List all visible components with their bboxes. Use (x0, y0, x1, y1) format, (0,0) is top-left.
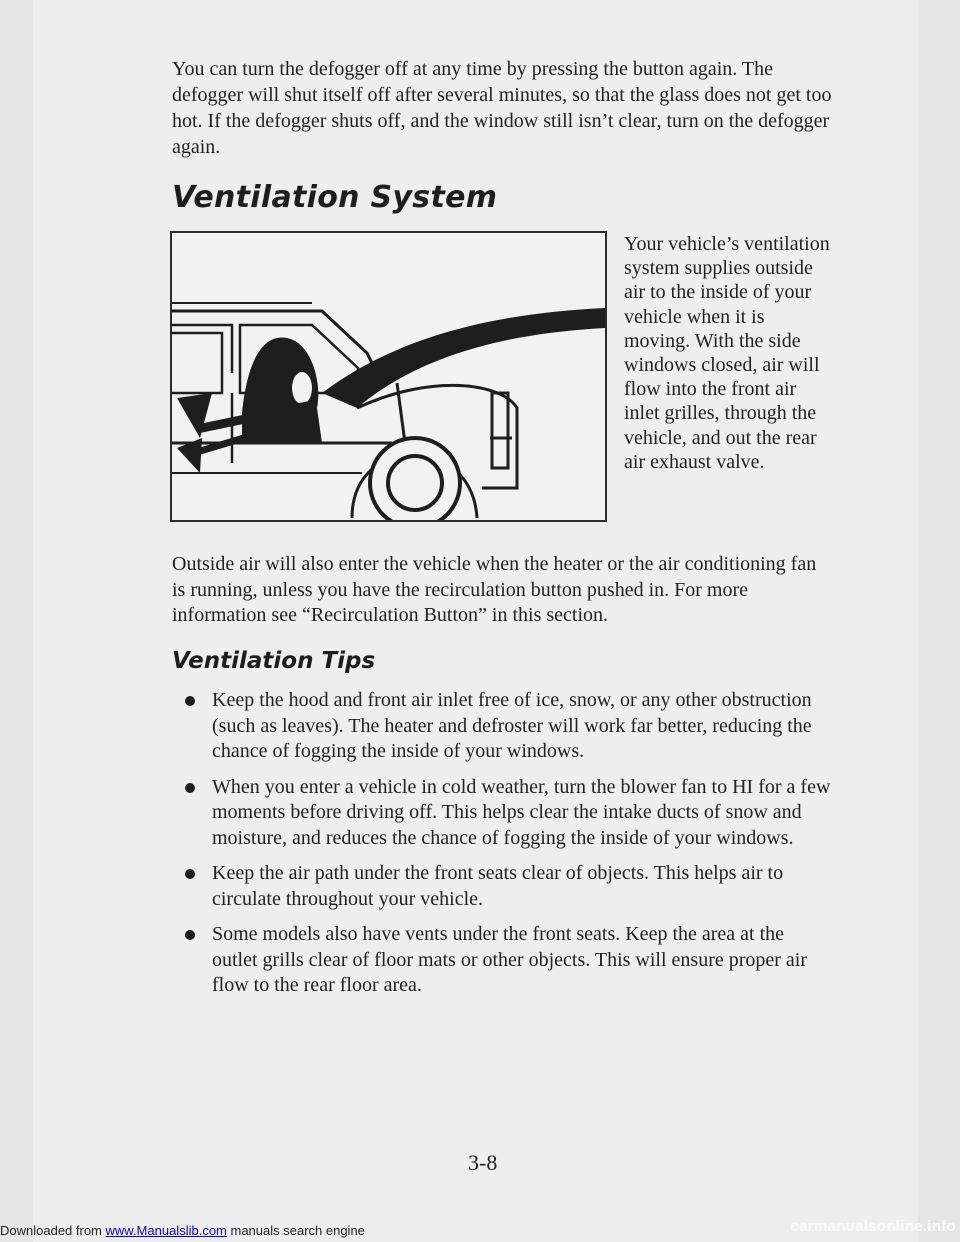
ventilation-illustration (170, 231, 607, 522)
list-item (172, 775, 832, 852)
bullet-icon (185, 696, 195, 706)
tip-text: Keep the hood and front air inlet free of ice, snow, or any other obstruction (such as leaves). The heater and defroster will work far better, reducing the chance of fogging the inside of your windows. (212, 689, 812, 762)
list-item (172, 861, 832, 912)
page-number: 3-8 (468, 1150, 498, 1175)
manualslib-link[interactable]: www.Manualslib.com (105, 1223, 227, 1238)
bullet-icon (185, 869, 195, 879)
watermark-text: carmanualsonline.info (790, 1218, 956, 1235)
tip-text: Keep the air path under the front seats clear of objects. This helps air to circulate throughout your vehicle. (212, 862, 784, 910)
outside-air-paragraph: Outside air will also enter the vehicle when the heater or the air conditioning fan is running, unless you have the recirculation button pushed in. For more information see “Recirculation Button” in this section. (172, 553, 817, 626)
ventilation-tips-list (172, 688, 832, 1009)
download-prefix: Downloaded from (0, 1223, 106, 1238)
tip-text: Some models also have vents under the front seats. Keep the area at the outlet grills clear of floor mats or other objects. This will ensure proper air flow to the rear floor area. (212, 923, 808, 996)
list-item (172, 688, 832, 765)
download-suffix: manuals search engine (226, 1223, 365, 1238)
bullet-icon (185, 930, 195, 940)
section-title: Ventilation System (172, 180, 498, 215)
ventilation-description: Your vehicle’s ventilation system supplies outside air to the inside of your vehicle when it is moving. With the side windows closed, air will flow into the front air inlet grilles, through the vehicle, and out the rear air exhaust valve. (624, 233, 830, 473)
list-item (172, 922, 832, 999)
download-source-line (0, 1220, 365, 1242)
vehicle-airflow-drawing (172, 233, 605, 520)
bullet-icon (185, 783, 195, 793)
subsection-title: Ventilation Tips (172, 648, 376, 674)
intro-paragraph: You can turn the defogger off at any time by pressing the button again. The defogger will shut itself off after several minutes, so that the glass does not get too hot. If the defogger shuts off, and the window still isn’t clear, turn on the defogger again. (172, 58, 832, 158)
tip-text: When you enter a vehicle in cold weather, turn the blower fan to HI for a few moments before driving off. This helps clear the intake ducts of snow and moisture, and reduces the chance of fogging the inside of your windows. (212, 775, 831, 849)
